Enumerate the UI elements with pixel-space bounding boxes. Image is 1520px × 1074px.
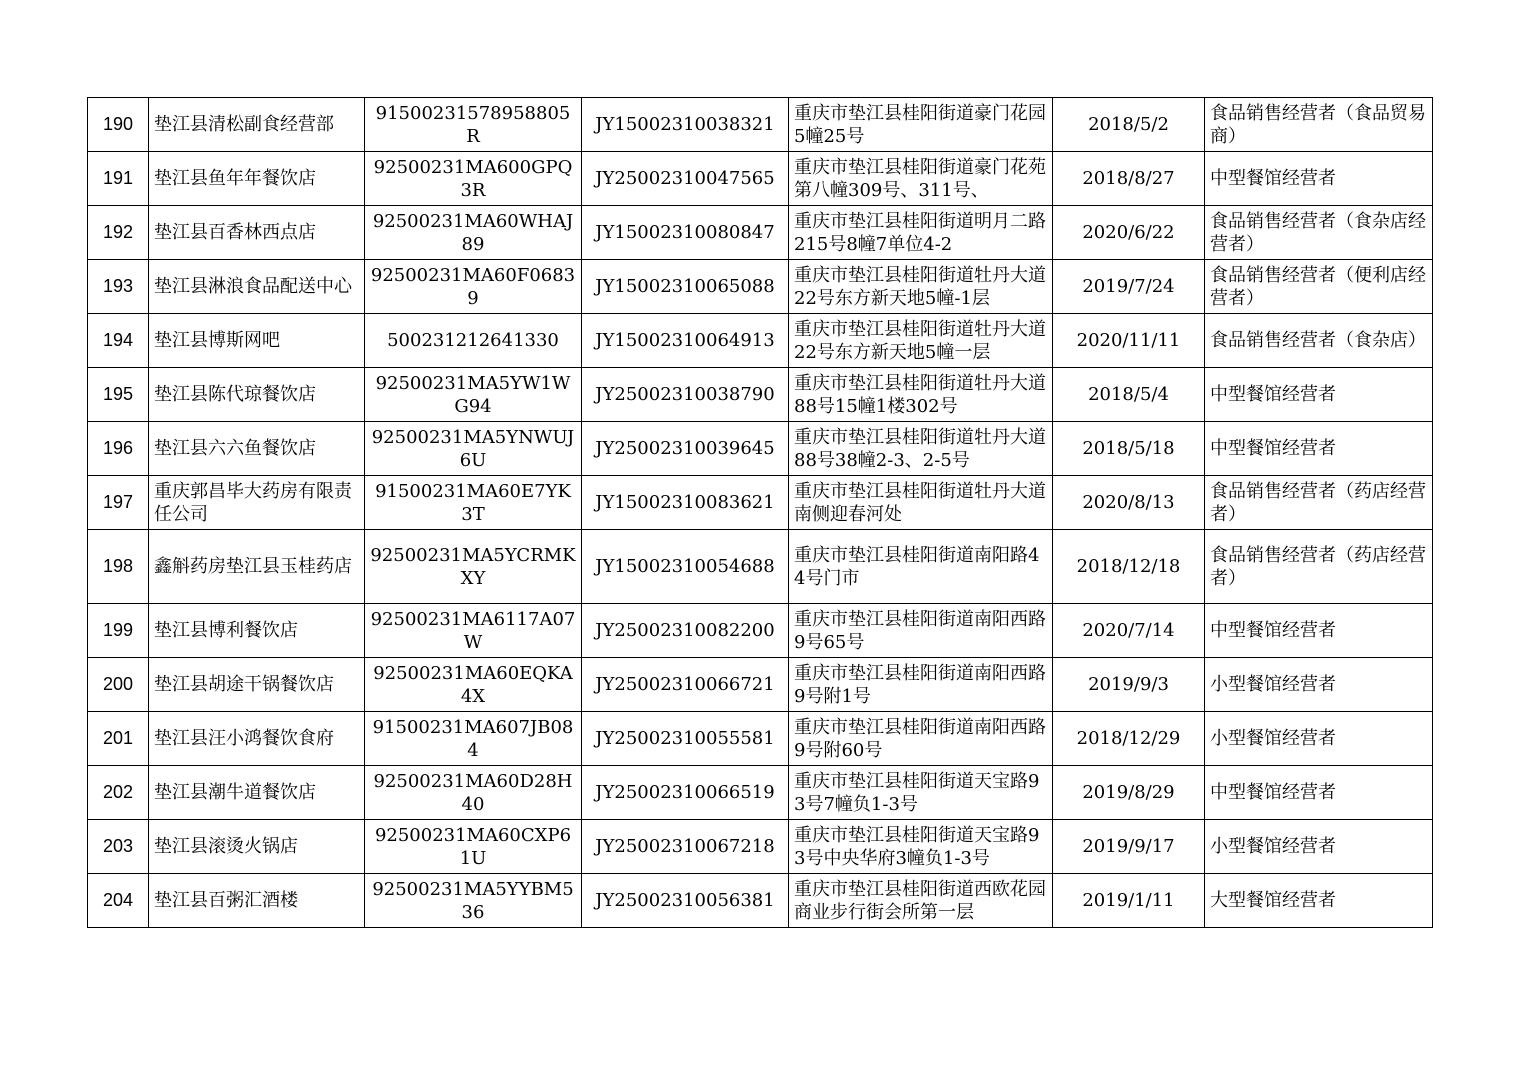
- row-number: 202: [88, 766, 149, 820]
- row-number: 194: [88, 314, 149, 368]
- row-number: 190: [88, 98, 149, 152]
- issue-date: 2018/12/29: [1053, 712, 1205, 766]
- operator-type: 食品销售经营者（药店经营者）: [1205, 476, 1433, 530]
- business-name: 垫江县百香林西点店: [149, 206, 365, 260]
- issue-date: 2020/8/13: [1053, 476, 1205, 530]
- credit-code: 92500231MA60CXP61U: [365, 820, 582, 874]
- address-text: 重庆市垫江县桂阳街道南阳西路9号附60号: [794, 716, 1046, 761]
- business-name: 鑫斛药房垫江县玉桂药店: [149, 530, 365, 604]
- credit-code: 500231212641330: [365, 314, 582, 368]
- operator-type: 大型餐馆经营者: [1205, 874, 1433, 928]
- business-name: 垫江县淋浪食品配送中心: [149, 260, 365, 314]
- address: [789, 658, 1053, 712]
- address: [789, 874, 1053, 928]
- row-number: 193: [88, 260, 149, 314]
- address-text: 重庆市垫江县桂阳街道南阳路44号门市: [794, 544, 1040, 589]
- address-text: 重庆市垫江县桂阳街道牡丹大道88号15幢1楼302号: [794, 372, 1046, 417]
- issue-date: 2018/5/2: [1053, 98, 1205, 152]
- license-number: JY15002310054688: [582, 530, 789, 604]
- address: [789, 152, 1053, 206]
- issue-date: 2019/1/11: [1053, 874, 1205, 928]
- table-row: [88, 530, 1433, 604]
- credit-code: 92500231MA60F06839: [365, 260, 582, 314]
- address-text: 重庆市垫江县桂阳街道西欧花园商业步行街会所第一层: [794, 878, 1046, 923]
- operator-type: 中型餐馆经营者: [1205, 368, 1433, 422]
- license-number: JY15002310064913: [582, 314, 789, 368]
- issue-date: 2020/7/14: [1053, 604, 1205, 658]
- address: [789, 476, 1053, 530]
- table-row: [88, 476, 1433, 530]
- issue-date: 2018/8/27: [1053, 152, 1205, 206]
- table-row: [88, 820, 1433, 874]
- row-number: 192: [88, 206, 149, 260]
- issue-date: 2019/9/3: [1053, 658, 1205, 712]
- table-row: [88, 314, 1433, 368]
- row-number: 199: [88, 604, 149, 658]
- row-number: 195: [88, 368, 149, 422]
- row-number: 191: [88, 152, 149, 206]
- credit-code: 92500231MA60EQKA4X: [365, 658, 582, 712]
- business-name: 垫江县汪小鸿餐饮食府: [149, 712, 365, 766]
- issue-date: 2018/12/18: [1053, 530, 1205, 604]
- business-name: 垫江县胡途干锅餐饮店: [149, 658, 365, 712]
- address-text: 重庆市垫江县桂阳街道牡丹大道22号东方新天地5幢-1层: [794, 264, 1046, 309]
- operator-type: 中型餐馆经营者: [1205, 766, 1433, 820]
- row-number: 196: [88, 422, 149, 476]
- operator-type: 小型餐馆经营者: [1205, 658, 1433, 712]
- license-table: [87, 97, 1433, 928]
- credit-code: 92500231MA5YCRMKXY: [365, 530, 582, 604]
- operator-type: 中型餐馆经营者: [1205, 152, 1433, 206]
- address-text: 重庆市垫江县桂阳街道牡丹大道22号东方新天地5幢一层: [794, 318, 1046, 363]
- address: [789, 820, 1053, 874]
- row-number: 200: [88, 658, 149, 712]
- address-text: 重庆市垫江县桂阳街道明月二路215号8幢7单位4-2: [794, 210, 1046, 255]
- address-text: 重庆市垫江县桂阳街道豪门花苑第八幢309号、311号、: [794, 156, 1046, 201]
- operator-type: 食品销售经营者（食杂店经营者）: [1205, 206, 1433, 260]
- credit-code: 91500231MA60E7YK3T: [365, 476, 582, 530]
- credit-code: 92500231MA6117A07W: [365, 604, 582, 658]
- table-row: [88, 874, 1433, 928]
- credit-code: 92500231MA600GPQ3R: [365, 152, 582, 206]
- address: [789, 98, 1053, 152]
- license-number: JY15002310083621: [582, 476, 789, 530]
- operator-type: 食品销售经营者（食品贸易商）: [1205, 98, 1433, 152]
- operator-type: 食品销售经营者（药店经营者）: [1205, 530, 1433, 604]
- license-number: JY25002310055581: [582, 712, 789, 766]
- issue-date: 2019/8/29: [1053, 766, 1205, 820]
- address-text: 重庆市垫江县桂阳街道牡丹大道南侧迎春河处: [794, 480, 1046, 525]
- license-number: JY25002310039645: [582, 422, 789, 476]
- issue-date: 2018/5/4: [1053, 368, 1205, 422]
- license-number: JY25002310047565: [582, 152, 789, 206]
- credit-code: 92500231MA5YYBM536: [365, 874, 582, 928]
- business-name: 垫江县清松副食经营部: [149, 98, 365, 152]
- business-name: 垫江县滚烫火锅店: [149, 820, 365, 874]
- license-number: JY25002310038790: [582, 368, 789, 422]
- license-number: JY25002310066721: [582, 658, 789, 712]
- credit-code: 92500231MA5YNWUJ6U: [365, 422, 582, 476]
- table-row: [88, 152, 1433, 206]
- address-text: 重庆市垫江县桂阳街道南阳西路9号附1号: [794, 662, 1046, 707]
- issue-date: 2018/5/18: [1053, 422, 1205, 476]
- issue-date: 2020/11/11: [1053, 314, 1205, 368]
- table-row: [88, 368, 1433, 422]
- address-text: 重庆市垫江县桂阳街道豪门花园5幢25号: [794, 102, 1046, 147]
- operator-type: 中型餐馆经营者: [1205, 604, 1433, 658]
- business-name: 垫江县鱼年年餐饮店: [149, 152, 365, 206]
- table-row: [88, 604, 1433, 658]
- address: [789, 766, 1053, 820]
- table-row: [88, 206, 1433, 260]
- operator-type: 食品销售经营者（便利店经营者）: [1205, 260, 1433, 314]
- license-number: JY25002310082200: [582, 604, 789, 658]
- credit-code: 92500231MA60WHAJ89: [365, 206, 582, 260]
- table-row: [88, 658, 1433, 712]
- row-number: 204: [88, 874, 149, 928]
- credit-code: 92500231MA60D28H40: [365, 766, 582, 820]
- table-row: [88, 422, 1433, 476]
- operator-type: 小型餐馆经营者: [1205, 820, 1433, 874]
- address: [789, 712, 1053, 766]
- address: [789, 206, 1053, 260]
- address-text: 重庆市垫江县桂阳街道天宝路93号中央华府3幢负1-3号: [794, 824, 1040, 869]
- row-number: 203: [88, 820, 149, 874]
- business-name: 垫江县博利餐饮店: [149, 604, 365, 658]
- credit-code: 91500231MA607JB084: [365, 712, 582, 766]
- business-name: 垫江县六六鱼餐饮店: [149, 422, 365, 476]
- issue-date: 2019/9/17: [1053, 820, 1205, 874]
- address: [789, 604, 1053, 658]
- address-text: 重庆市垫江县桂阳街道牡丹大道88号38幢2-3、2-5号: [794, 426, 1046, 471]
- address: [789, 368, 1053, 422]
- row-number: 197: [88, 476, 149, 530]
- issue-date: 2020/6/22: [1053, 206, 1205, 260]
- business-name: 垫江县潮牛道餐饮店: [149, 766, 365, 820]
- license-number: JY25002310066519: [582, 766, 789, 820]
- table-row: [88, 260, 1433, 314]
- row-number: 198: [88, 530, 149, 604]
- license-number: JY15002310065088: [582, 260, 789, 314]
- business-name: 垫江县博斯网吧: [149, 314, 365, 368]
- business-name: 垫江县陈代琼餐饮店: [149, 368, 365, 422]
- license-number: JY25002310067218: [582, 820, 789, 874]
- address-text: 重庆市垫江县桂阳街道南阳西路9号65号: [794, 608, 1046, 653]
- table-row: [88, 766, 1433, 820]
- license-number: JY15002310038321: [582, 98, 789, 152]
- address: [789, 260, 1053, 314]
- issue-date: 2019/7/24: [1053, 260, 1205, 314]
- license-number: JY25002310056381: [582, 874, 789, 928]
- table-row: [88, 712, 1433, 766]
- credit-code: 92500231MA5YW1WG94: [365, 368, 582, 422]
- business-name: 垫江县百粥汇酒楼: [149, 874, 365, 928]
- credit-code: 91500231578958805R: [365, 98, 582, 152]
- license-number: JY15002310080847: [582, 206, 789, 260]
- business-name: 重庆郭昌毕大药房有限责任公司: [149, 476, 365, 530]
- operator-type: 中型餐馆经营者: [1205, 422, 1433, 476]
- address: [789, 314, 1053, 368]
- row-number: 201: [88, 712, 149, 766]
- table-row: [88, 98, 1433, 152]
- operator-type: 食品销售经营者（食杂店）: [1205, 314, 1433, 368]
- address: [789, 530, 1053, 604]
- address: [789, 422, 1053, 476]
- operator-type: 小型餐馆经营者: [1205, 712, 1433, 766]
- address-text: 重庆市垫江县桂阳街道天宝路93号7幢负1-3号: [794, 770, 1040, 815]
